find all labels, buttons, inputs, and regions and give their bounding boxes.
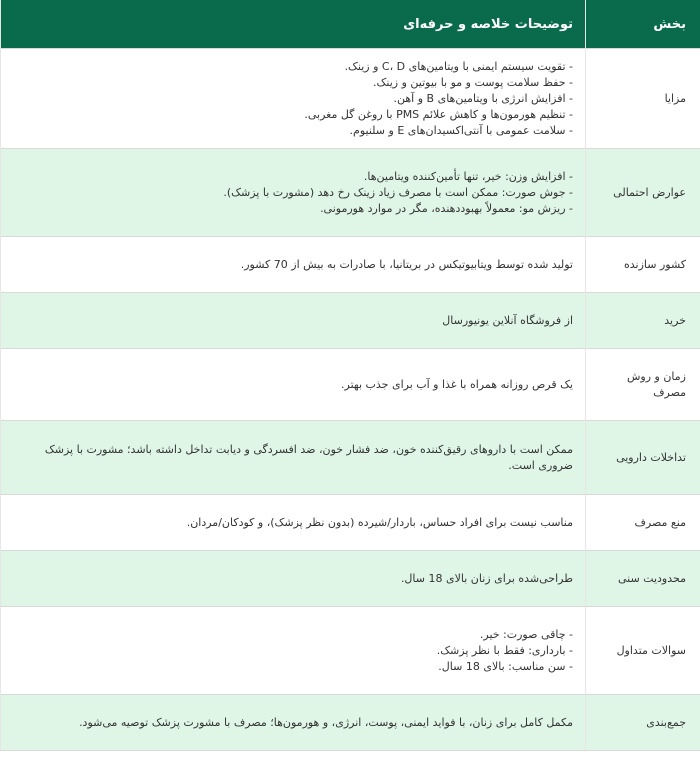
row-line: - افزایش انرژی با ویتامین‌های B و آهن. xyxy=(393,91,573,105)
row-line: از فروشگاه آنلاین یونیورسال xyxy=(442,313,573,327)
row-line: - بارداری: فقط با نظر پزشک. xyxy=(436,643,573,657)
row-description xyxy=(1,607,586,695)
row-description xyxy=(1,551,586,607)
row-line: - جوش صورت: ممکن است با مصرف زیاد زینک رخ دهد (مشورت با پزشک). xyxy=(223,185,573,199)
row-label: زمان و روش مصرف xyxy=(586,349,700,421)
table-row xyxy=(1,551,700,607)
row-line: مناسب نیست برای افراد حساس، باردار/شیرده (بدون نظر پزشک)، و کودکان/مردان. xyxy=(186,515,573,529)
table-row xyxy=(1,495,700,551)
header-description: توضیحات خلاصه و حرفه‌ای xyxy=(1,0,586,49)
row-line: - حفظ سلامت پوست و مو با بیوتین و زینک. xyxy=(373,75,573,89)
row-line: - تقویت سیستم ایمنی با ویتامین‌های C، D و زینک. xyxy=(344,59,573,73)
row-description xyxy=(1,293,586,349)
row-description xyxy=(1,149,586,237)
row-label: مزایا xyxy=(586,49,700,149)
row-line: تولید شده توسط ویتابیوتیکس در بریتانیا، با صادرات به بیش از 70 کشور. xyxy=(240,257,573,271)
row-line: - تنظیم هورمون‌ها و کاهش علائم PMS با روغن گل مغربی. xyxy=(304,107,573,121)
row-line: یک قرص روزانه همراه با غذا و آب برای جذب بهتر. xyxy=(341,377,573,391)
row-description xyxy=(1,495,586,551)
row-line: - سلامت عمومی با آنتی‌اکسیدان‌های E و سلنیوم. xyxy=(349,123,573,137)
table-row xyxy=(1,349,700,421)
header-section: بخش xyxy=(586,0,700,49)
row-label: محدودیت سنی xyxy=(586,551,700,607)
row-label: سوالات متداول xyxy=(586,607,700,695)
table-row xyxy=(1,237,700,293)
row-label: تداخلات دارویی xyxy=(586,421,700,495)
row-label: جمع‌بندی xyxy=(586,695,700,751)
row-label: منع مصرف xyxy=(586,495,700,551)
row-description xyxy=(1,237,586,293)
row-description xyxy=(1,49,586,149)
row-line: مکمل کامل برای زنان، با فواید ایمنی، پوست، انرژی، و هورمون‌ها؛ مصرف با مشورت پزشک توصیه می‌شود. xyxy=(79,715,573,729)
row-line: ممکن است با داروهای رقیق‌کننده خون، ضد فشار خون، ضد افسردگی و دیابت تداخل داشته باشد؛ مشورت با پزشک ضروری است. xyxy=(44,442,573,472)
row-description xyxy=(1,421,586,495)
table-row xyxy=(1,49,700,149)
row-description xyxy=(1,349,586,421)
row-label: کشور سازنده xyxy=(586,237,700,293)
table-row xyxy=(1,149,700,237)
table-row xyxy=(1,421,700,495)
row-line: - سن مناسب: بالای 18 سال. xyxy=(438,659,573,673)
row-description xyxy=(1,695,586,751)
row-line: - افزایش وزن: خیر، تنها تأمین‌کننده ویتامین‌ها. xyxy=(363,169,573,183)
row-line: - چاقی صورت: خیر. xyxy=(479,627,573,641)
table-row xyxy=(1,293,700,349)
row-label: عوارض احتمالی xyxy=(586,149,700,237)
row-label: خرید xyxy=(586,293,700,349)
table-header-row xyxy=(1,0,700,49)
row-line: طراحی‌شده برای زنان بالای 18 سال. xyxy=(400,571,573,585)
table-row xyxy=(1,695,700,751)
table-row xyxy=(1,607,700,695)
row-line: - ریزش مو: معمولاً بهبوددهنده، مگر در موارد هورمونی. xyxy=(320,201,573,215)
